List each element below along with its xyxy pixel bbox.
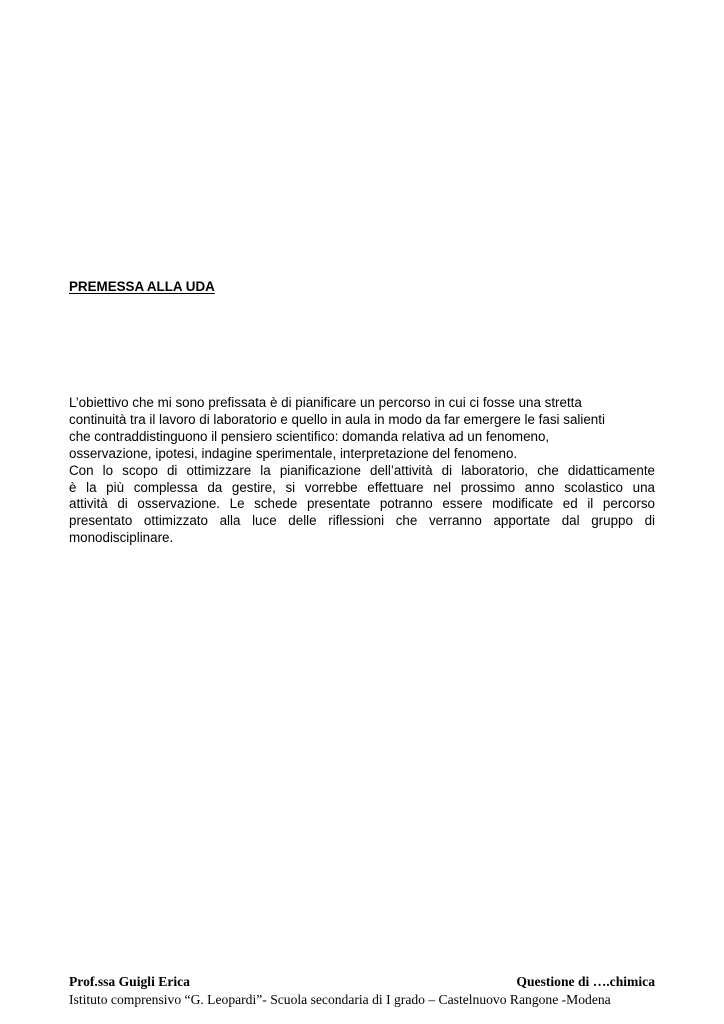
text-line: osservazione, ipotesi, indagine sperimentale, interpretazione del fenomeno. (69, 445, 518, 461)
text-line: Con lo scopo di ottimizzare la pianificazione dell’attività di laboratorio, che didatticamente (69, 462, 655, 478)
text-line: monodisciplinare. (69, 530, 174, 546)
text-line: L’obiettivo che mi sono prefissata è di pianificare un percorso in cui ci fosse una stretta (69, 395, 582, 410)
paragraph-objective (69, 395, 655, 463)
paragraph-purpose (69, 463, 655, 548)
body-text (69, 395, 655, 547)
footer-institute: Istituto comprensivo “G. Leopardi”- Scuola secondaria di I grado – Castelnuovo Rangone -Modena (69, 992, 611, 1007)
text-line: continuità tra il lavoro di laboratorio e quello in aula in modo da far emergere le fasi salienti (69, 411, 605, 427)
footer-subject: Questione di ….chimica (516, 974, 655, 989)
text-line: è la più complessa da gestire, si vorrebbe effettuare nel prossimo anno scolastico una (69, 479, 655, 495)
text-line: attività di osservazione. Le schede presentate potranno essere modificate ed il percorso (69, 496, 655, 512)
section-heading: PREMESSA ALLA UDA (69, 279, 215, 294)
text-line: che contraddistinguono il pensiero scientifico: domanda relativa ad un fenomeno, (69, 428, 550, 444)
footer-top-row (69, 974, 655, 990)
footer-author: Prof.ssa Guigli Erica (69, 974, 190, 989)
text-line: presentato ottimizzato alla luce delle riflessioni che verranno apportate dal gruppo di (69, 513, 655, 529)
